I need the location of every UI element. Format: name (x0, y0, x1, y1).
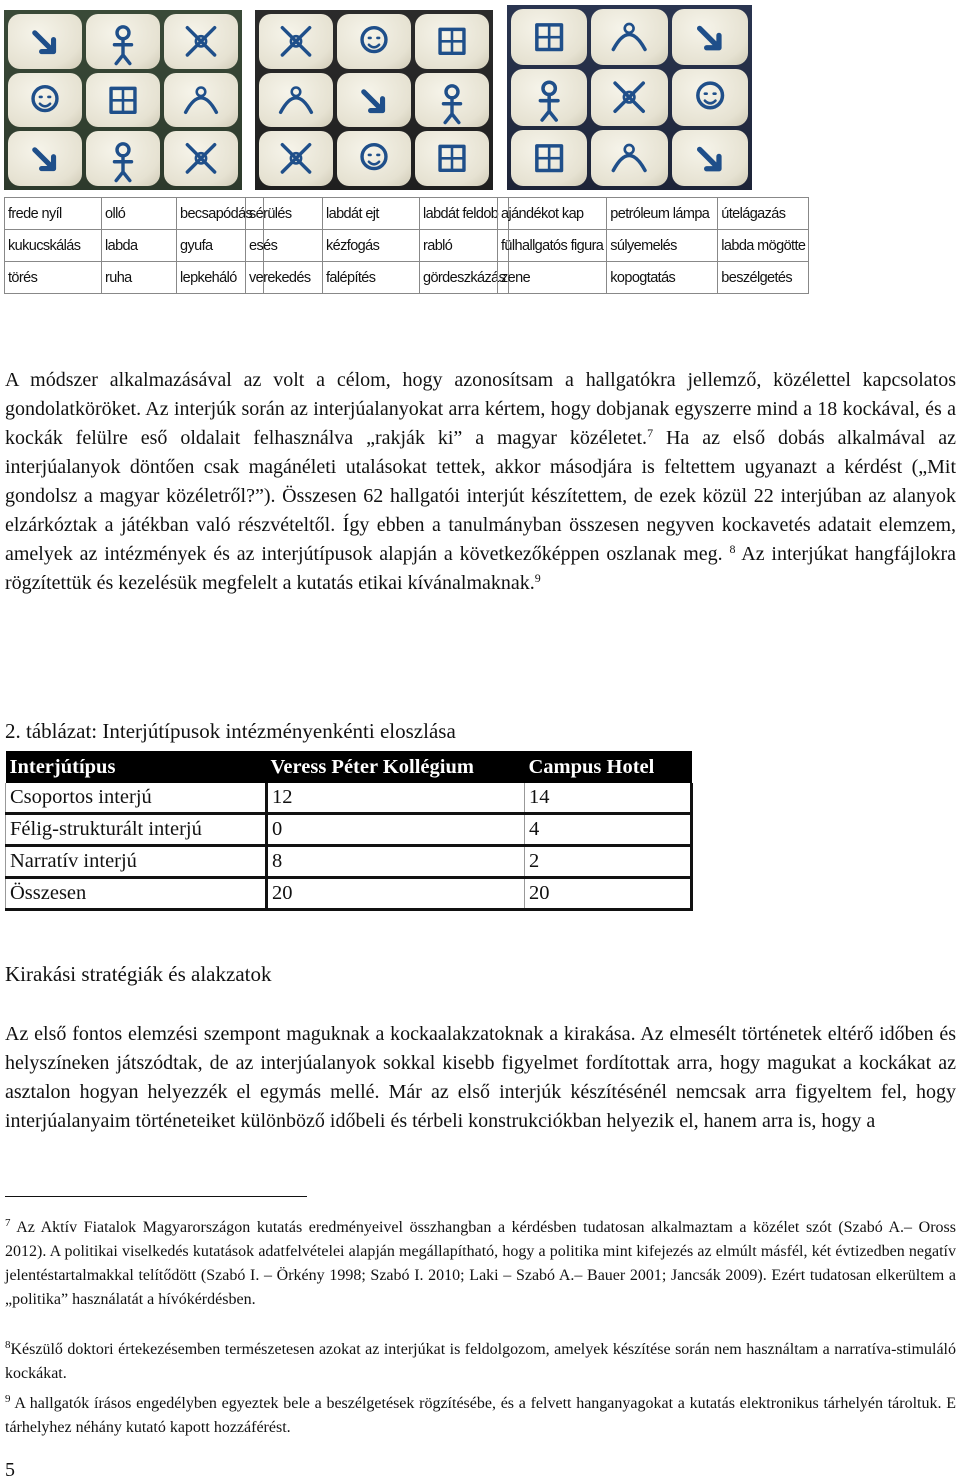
dice-label: ruha (102, 262, 177, 294)
die-face-icon (591, 69, 667, 125)
method-text-1: A módszer alkalmazásával az volt a célom, hogy azonosítsam a hallgatókra jellemző, közélettel kapcsolatos gondolatköröket. Az interjúk során az interjúalanyokat arra kértem, hogy dobjanak egyszerre mind a 18 kockával, és a kockák felülre eső oldalait felhasználva „rakják ki” a magyar közéletet. (5, 369, 956, 449)
dice-label-row (498, 198, 809, 230)
footnote-9 (5, 1392, 956, 1440)
footnote-number: 9 (5, 1393, 11, 1405)
dice-label: labda (102, 230, 177, 262)
table-cell: 0 (267, 814, 525, 846)
dice-label: gyufa (177, 230, 264, 262)
dice-photo-2 (255, 10, 493, 190)
die-face-icon (86, 131, 160, 186)
dice-label: ajándékot kap (498, 198, 607, 230)
die-face-icon (259, 14, 333, 69)
die-face-icon (8, 73, 82, 128)
die-face-icon (591, 130, 667, 186)
dice-label: labda mögötte (718, 230, 809, 262)
die-face-icon (337, 131, 411, 186)
die-face-icon (259, 131, 333, 186)
table-row (6, 846, 692, 878)
dice-label-table-1 (4, 197, 264, 294)
footnote-8 (5, 1338, 956, 1386)
dice-label-row (5, 198, 264, 230)
table-row (6, 878, 692, 910)
table-header-veress: Veress Péter Kollégium (267, 751, 525, 783)
die-face-icon (337, 73, 411, 128)
dice-label-row (246, 262, 509, 294)
table-cell: Csoportos interjú (6, 783, 267, 814)
die-face-icon (337, 14, 411, 69)
dice-label-row (246, 230, 509, 262)
die-face-icon (164, 14, 238, 69)
dice-label: sérülés (246, 198, 323, 230)
die-face-icon (259, 73, 333, 128)
table-cell: 12 (267, 783, 525, 814)
die-face-icon (511, 69, 587, 125)
table-caption: 2. táblázat: Interjútípusok intézményenkénti eloszlása (5, 719, 456, 743)
table-row (6, 814, 692, 846)
dice-label: útelágazás (718, 198, 809, 230)
interview-types-table (5, 751, 693, 911)
footnote-divider (5, 1196, 307, 1197)
die-face-icon (164, 131, 238, 186)
dice-label-row (246, 198, 509, 230)
table-cell: 20 (525, 878, 692, 910)
dice-label: súlyemelés (607, 230, 718, 262)
dice-label: labdát ejt (323, 198, 420, 230)
dice-label-row (498, 262, 809, 294)
die-face-icon (672, 9, 748, 65)
table-cell: Narratív interjú (6, 846, 267, 878)
footnote-number: 8 (5, 1339, 11, 1351)
dice-photo-1 (4, 10, 242, 190)
footnote-ref-7: 7 (647, 426, 654, 440)
dice-label: zene (498, 262, 607, 294)
dice-label: esés (246, 230, 323, 262)
dice-label: fülhallgatós figura (498, 230, 607, 262)
table-cell: Összesen (6, 878, 267, 910)
dice-label: kézfogás (323, 230, 420, 262)
dice-label: kukucskálás (5, 230, 102, 262)
section-title: Kirakási stratégiák és alakzatok (5, 962, 272, 986)
dice-label: beszélgetés (718, 262, 809, 294)
footnote-ref-8: 8 (729, 542, 736, 556)
die-face-icon (164, 73, 238, 128)
footnote-text: Készülő doktori értekezésemben természetesen azokat az interjúkat is feldolgozom, amelyek készítése során nem használtam a narratíva-stimuláló kockákat. (5, 1341, 956, 1382)
die-face-icon (415, 131, 489, 186)
method-paragraph (5, 366, 956, 598)
die-face-icon (415, 73, 489, 128)
dice-label: becsapódás (177, 198, 264, 230)
dice-label: verekedés (246, 262, 323, 294)
dice-label: labdát feldob (420, 198, 509, 230)
dice-label: lepkeháló (177, 262, 264, 294)
table-row (6, 783, 692, 814)
table-header-type: Interjútípus (6, 751, 267, 783)
method-text-2: Ha az első dobás alkalmával az interjúalanyok döntően csak magánéleti utalásokat tettek, akkor másodjára is feltettem ugyanazt a kérdést („Mit gondolsz a magyar közéletről?”). Összesen 62 hallgatói interjút készítettem, de ezek közül 22 interjúban az alanyok elzárkóztak a játékban való részvételtől. Így ebben a tanulmányban összesen negyven kockavetés adatait elemzem, amelyek az intézmények és az interjútípusok alapján a következőképpen oszlanak meg. (5, 427, 956, 565)
die-face-icon (591, 9, 667, 65)
footnote-7 (5, 1216, 956, 1312)
die-face-icon (511, 9, 587, 65)
dice-label-table-3 (497, 197, 809, 294)
footnote-text: A hallgatók írásos engedélyben egyeztek bele a beszélgetések rögzítésébe, és a felvett hanganyagokat a kutatás elektronikus tárhelyén tároltuk. E tárhelyhez néhány kutató kapott hozzáférést. (5, 1395, 956, 1436)
table-cell: Félig-strukturált interjú (6, 814, 267, 846)
dice-label: rabló (420, 230, 509, 262)
table-header-campus: Campus Hotel (525, 751, 692, 783)
dice-label-table-2 (245, 197, 509, 294)
footnote-ref-9: 9 (534, 571, 541, 585)
dice-label: falépítés (323, 262, 420, 294)
die-face-icon (86, 14, 160, 69)
page-number: 5 (5, 1459, 15, 1481)
die-face-icon (511, 130, 587, 186)
dice-label: olló (102, 198, 177, 230)
table-cell: 14 (525, 783, 692, 814)
dice-label: gördeszkázás (420, 262, 509, 294)
strategy-paragraph: Az első fontos elemzési szempont maguknak a kockaalakzatoknak a kirakása. Az elmesélt történetek eltérő időben és helyszíneken játszódtak, de az interjúalanyok sokkal kisebb figyelmet fordítottak arra, hogy magukat a kockákat az asztalon hogyan helyezzék el egymás mellé. Már az első interjúk készítésénél nemcsak arra figyeltem fel, hogy interjúalanyaim történeteiket különböző időbeli és térbeli konstrukciókban helyezik el, hanem arra is, hogy a (5, 1023, 956, 1132)
die-face-icon (672, 130, 748, 186)
dice-label-row (5, 230, 264, 262)
footnote-number: 7 (5, 1217, 11, 1229)
table-cell: 8 (267, 846, 525, 878)
table-cell: 4 (525, 814, 692, 846)
die-face-icon (8, 131, 82, 186)
table-cell: 20 (267, 878, 525, 910)
footnote-text: Az Aktív Fiatalok Magyarországon kutatás eredményeivel összhangban a kérdésben tudatosan alkalmaztam a közélet szót (Szabó A.– Oross 2012). A politikai viselkedés kutatások adatfelvételei alapján megállapítható, hogy a politika mint kifejezés az elmúlt másfél, két évtizedben negatív jelentéstartalmakkal telítődött (Szabó I. – Örkény 1998; Szabó I. 2010; Laki – Szabó A.– Bauer 2001; Jancsák 2009). Ezért tudatosan elkerültem a „politika” használatát a hívókérdésben. (5, 1219, 956, 1308)
die-face-icon (415, 14, 489, 69)
die-face-icon (672, 69, 748, 125)
dice-label: petróleum lámpa (607, 198, 718, 230)
dice-label: törés (5, 262, 102, 294)
dice-label: kopogtatás (607, 262, 718, 294)
dice-photo-3 (507, 5, 752, 190)
dice-label: frede nyíl (5, 198, 102, 230)
method-text-3: Az interjúkat hangfájlokra rögzítettük és kezelésük megfelelt a kutatás etikai kívánalmaknak. (5, 543, 956, 594)
die-face-icon (86, 73, 160, 128)
die-face-icon (8, 14, 82, 69)
dice-label-row (5, 262, 264, 294)
table-cell: 2 (525, 846, 692, 878)
dice-label-row (498, 230, 809, 262)
